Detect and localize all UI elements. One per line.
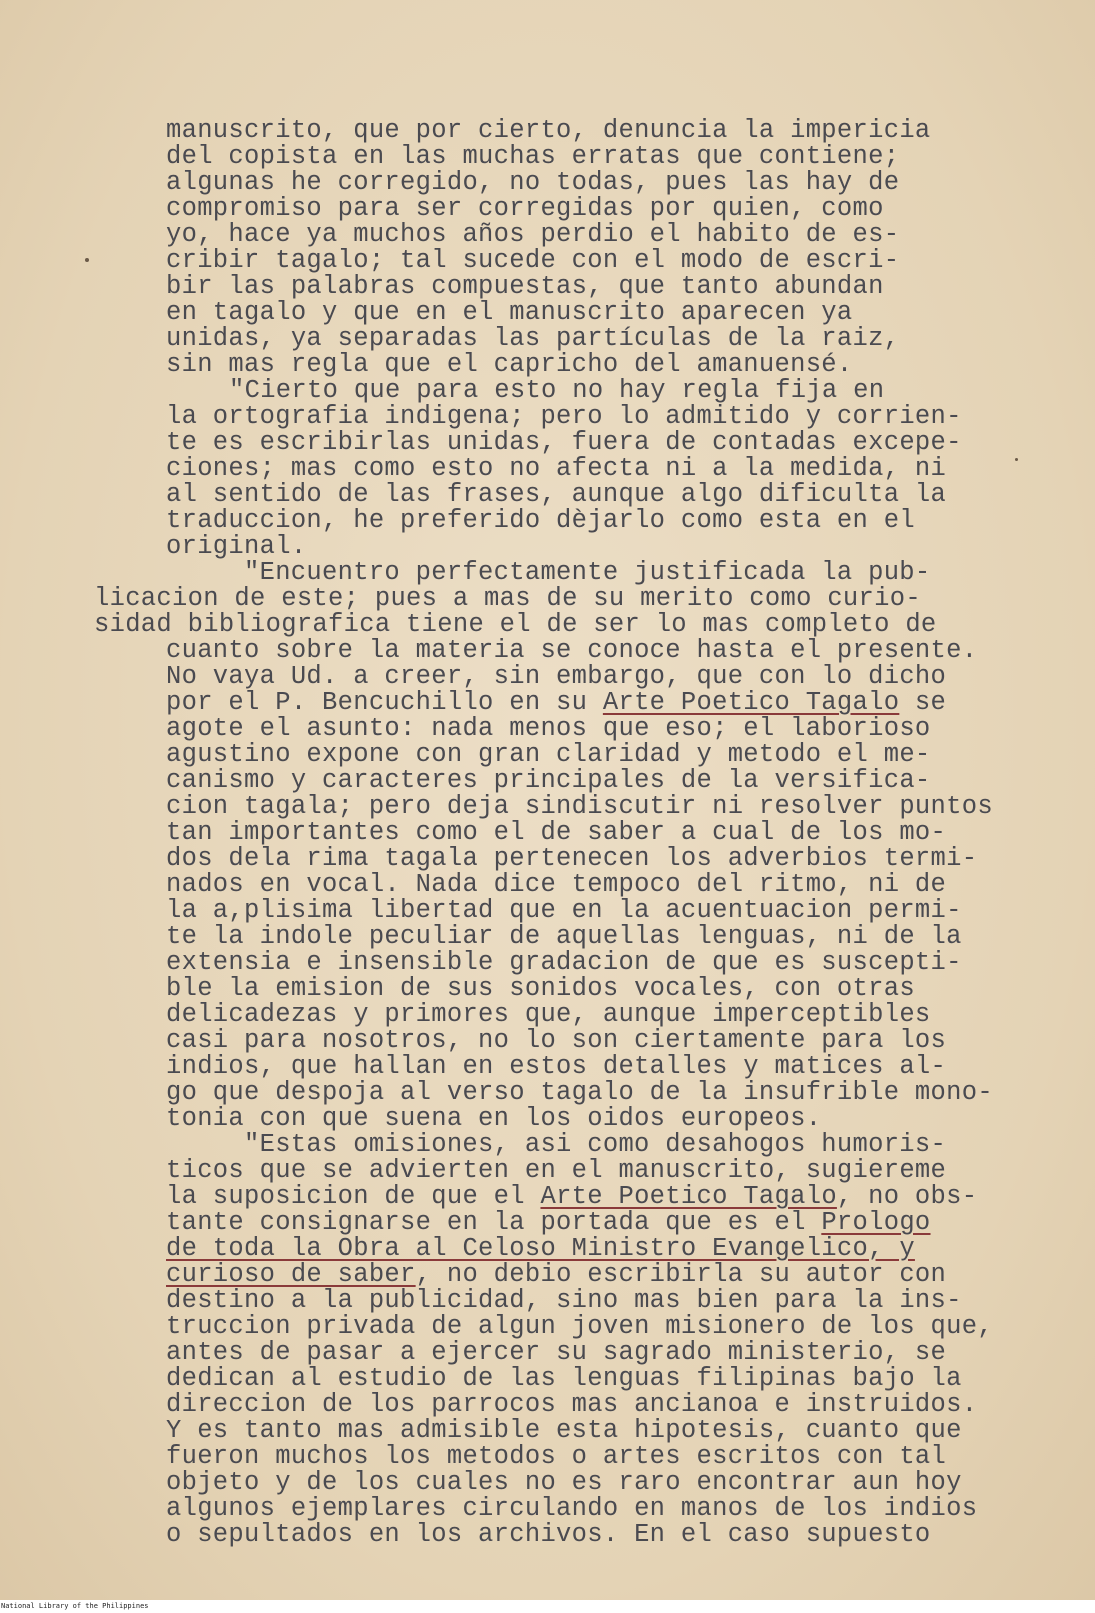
ink-speck [1015, 458, 1018, 461]
text-line: destino a la publicidad, sino mas bien para la ins- [166, 1286, 962, 1315]
text-line: antes de pasar a ejercer su sagrado ministerio, se [166, 1338, 947, 1367]
text-line: unidas, ya separadas las partículas de la raiz, [166, 324, 900, 353]
text-line [166, 690, 946, 716]
text-line: algunos ejemplares circulando en manos de los indios [166, 1494, 978, 1523]
text-line: dedican al estudio de las lenguas filipinas bajo la [166, 1364, 962, 1393]
text-line: la ortografia indigena; pero lo admitido y corrien- [166, 402, 962, 431]
text-line: ble la emision de sus sonidos vocales, con otras [166, 974, 915, 1003]
text-line: tonia con que suena en los oidos europeos. [166, 1104, 822, 1133]
text-segment: , no debio escribirla su autor con [415, 1260, 947, 1289]
text-segment: por el P. Bencuchillo en su [166, 688, 603, 717]
book-title-underlined: Arte Poetico Tagalo [540, 1182, 837, 1211]
text-line: "Encuentro perfectamente justificada la pub- [244, 558, 931, 587]
ink-speck [85, 258, 89, 262]
text-line: go que despoja al verso tagalo de la insufrible mono- [166, 1078, 993, 1107]
text-line: Y es tanto mas admisible esta hipotesis, cuanto que [166, 1416, 962, 1445]
text-line: No vaya Ud. a creer, sin embargo, que con lo dicho [166, 662, 947, 691]
text-line: yo, hace ya muchos años perdio el habito de es- [166, 220, 900, 249]
text-line [166, 1210, 931, 1236]
text-line: casi para nosotros, no lo son ciertamente para los [166, 1026, 947, 1055]
text-segment: tante consignarse en la portada que es el [166, 1208, 822, 1237]
text-line: al sentido de las frases, aunque algo dificulta la [166, 480, 947, 509]
text-line [166, 1184, 977, 1210]
footer-strip [0, 1600, 1095, 1613]
text-line: te es escribirlas unidas, fuera de contadas excepe- [166, 428, 962, 457]
text-segment: , no obs- [836, 1182, 978, 1211]
text-line: indios, que hallan en estos detalles y matices al- [166, 1052, 947, 1081]
text-line: cribir tagalo; tal sucede con el modo de escri- [166, 246, 900, 275]
text-line: objeto y de los cuales no es raro encontrar aun hoy [166, 1468, 962, 1497]
text-line: agustino expone con gran claridad y metodo el me- [166, 740, 931, 769]
text-line: sin mas regla que el capricho del amanuensé. [166, 350, 853, 379]
text-line: algunas he corregido, no todas, pues las hay de [166, 168, 900, 197]
text-line: delicadezas y primores que, aunque imperceptibles [166, 1000, 931, 1029]
text-segment: la suposicion de que el [166, 1182, 541, 1211]
text-line: agote el asunto: nada menos que eso; el laborioso [166, 714, 931, 743]
text-line: la a,plisima libertad que en la acuentuacion permi- [166, 896, 962, 925]
text-line: nados en vocal. Nada dice tempoco del ritmo, ni de [166, 870, 947, 899]
text-line: fueron muchos los metodos o artes escritos con tal [166, 1442, 947, 1471]
text-line: dos dela rima tagala pertenecen los adverbios termi- [166, 844, 978, 873]
text-line: ticos que se advierten en el manuscrito, sugiereme [166, 1156, 947, 1185]
text-line: te la indole peculiar de aquellas lenguas, ni de la [166, 922, 962, 951]
prologue-title-underlined: de toda la Obra al Celoso Ministro Evangelico, y [166, 1234, 915, 1263]
text-line: "Estas omisiones, asi como desahogos humoris- [244, 1130, 947, 1159]
text-line: del copista en las muchas erratas que contiene; [166, 142, 900, 171]
text-line: ciones; mas como esto no afecta ni a la medida, ni [166, 454, 947, 483]
text-line: o sepultados en los archivos. En el caso supuesto [166, 1520, 931, 1549]
book-title-underlined: Arte Poetico Tagalo [602, 688, 900, 717]
text-line: traduccion, he preferido dèjarlo como esta en el [166, 506, 915, 535]
prologue-title-underlined: Prologo [821, 1208, 931, 1237]
text-line: sidad bibliografica tiene el de ser lo mas completo de [94, 610, 937, 639]
prologue-title-underlined: curioso de saber [166, 1260, 416, 1289]
text-line: bir las palabras compuestas, que tanto abundan [166, 272, 884, 301]
text-line: truccion privada de algun joven misionero de los que, [166, 1312, 993, 1341]
text-line: manuscrito, que por cierto, denuncia la impericia [166, 116, 931, 145]
text-segment: se [899, 688, 947, 717]
text-line: direccion de los parrocos mas ancianoa e instruidos. [166, 1390, 978, 1419]
text-line: "Cierto que para esto no hay regla fija en [229, 376, 885, 405]
text-line: cuanto sobre la materia se conoce hasta el presente. [166, 636, 978, 665]
text-line: tan importantes como el de saber a cual de los mo- [166, 818, 947, 847]
library-credit: National Library of the Philippines [1, 1602, 149, 1610]
text-line: canismo y caracteres principales de la versifica- [166, 766, 931, 795]
text-line: original. [166, 532, 307, 561]
text-line: cion tagala; pero deja sindiscutir ni resolver puntos [166, 792, 993, 821]
text-line: extensia e insensible gradacion de que es suscepti- [166, 948, 962, 977]
text-line [166, 1262, 946, 1288]
text-line: en tagalo y que en el manuscrito aparecen ya [166, 298, 853, 327]
text-line: licacion de este; pues a mas de su merito como curio- [94, 584, 921, 613]
text-line: compromiso para ser corregidas por quien, como [166, 194, 884, 223]
